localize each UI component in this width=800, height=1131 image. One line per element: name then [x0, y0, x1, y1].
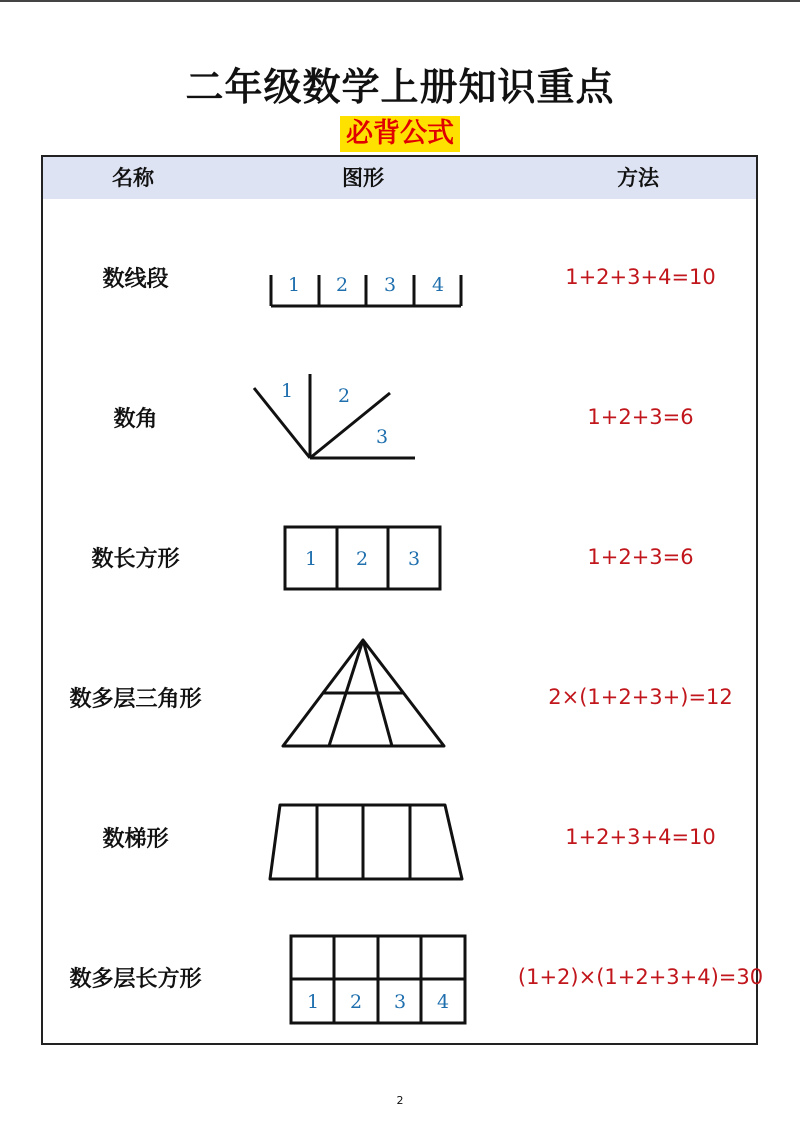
- row-method: 1+2+3=6: [587, 405, 694, 429]
- angle-label: 1: [280, 380, 294, 402]
- row-method: 1+2+3=6: [587, 545, 694, 569]
- rectangle-label: 3: [393, 991, 407, 1013]
- rectangle-label: 2: [349, 991, 363, 1013]
- angle-figure: [233, 347, 513, 487]
- table-header: [43, 157, 756, 199]
- page-number: 2: [396, 1094, 404, 1107]
- table-row: [43, 767, 756, 907]
- row-method: 2×(1+2+3+)=12: [548, 685, 733, 709]
- segment-label: 4: [431, 274, 445, 296]
- table-row: [43, 347, 756, 487]
- rectangle-label: 4: [436, 991, 450, 1013]
- rectangle-figure: [233, 487, 513, 627]
- row-method: (1+2)×(1+2+3+4)=30: [517, 965, 764, 989]
- rectangle-label: 1: [304, 548, 318, 570]
- angle-label: 2: [337, 385, 351, 407]
- page-title: 二年级数学上册知识重点: [185, 65, 615, 109]
- top-rule: [0, 0, 800, 2]
- subtitle-wrap: [0, 116, 800, 152]
- rectangle-label: 2: [355, 548, 369, 570]
- row-method: 1+2+3+4=10: [565, 825, 716, 849]
- subtitle-highlight: 必背公式: [340, 116, 460, 152]
- header-figure: 图形: [342, 166, 384, 190]
- segment-label: 3: [383, 274, 397, 296]
- row-name: 数多层长方形: [69, 966, 202, 992]
- row-method: 1+2+3+4=10: [565, 265, 716, 289]
- layered-triangle-figure: [233, 627, 513, 767]
- header-name: 名称: [112, 166, 154, 190]
- line-segment-figure: [233, 207, 513, 347]
- row-name: 数线段: [102, 266, 169, 292]
- segment-label: 1: [287, 274, 301, 296]
- formula-table: [41, 155, 764, 1045]
- segment-label: 2: [335, 274, 349, 296]
- trapezoid-figure: [233, 767, 513, 907]
- header-method: 方法: [617, 166, 659, 190]
- multilayer-rectangle-figure: [233, 907, 513, 1047]
- row-name: 数多层三角形: [69, 686, 202, 712]
- row-name: 数角: [113, 406, 158, 432]
- row-name: 数梯形: [102, 826, 169, 852]
- angle-label: 3: [375, 426, 389, 448]
- table-row: [43, 487, 756, 627]
- row-name: 数长方形: [91, 546, 180, 572]
- table-row: [43, 907, 764, 1047]
- rectangle-label: 1: [306, 991, 320, 1013]
- table-row: [43, 627, 756, 767]
- rectangle-label: 3: [407, 548, 421, 570]
- table-row: [43, 207, 756, 347]
